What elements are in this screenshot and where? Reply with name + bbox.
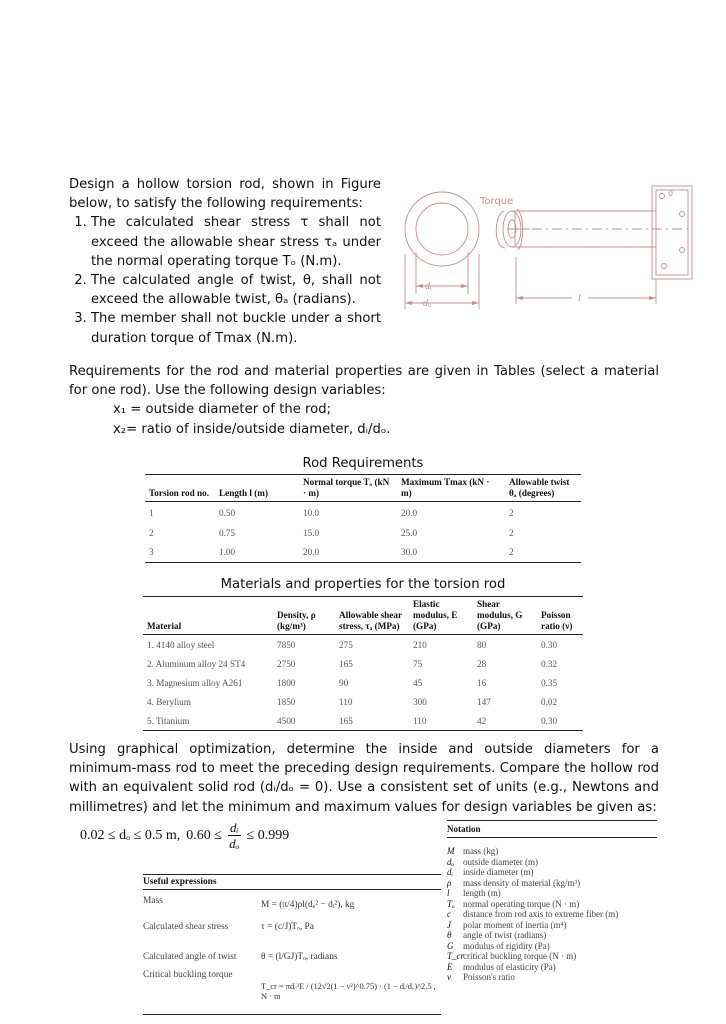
shear-stress-equation: τ = (c/J)Tₒ, Pa [261,922,314,932]
di-label: dᵢ [425,281,432,292]
expressions-bottom-rule [143,1014,441,1015]
table-cell: 45 [413,677,423,688]
table-header: Shear modulus, G (GPa) [477,599,523,631]
list-item [447,888,657,899]
list-item [447,846,657,857]
table-cell: 75 [413,658,423,669]
table-cell: 110 [413,715,427,726]
notation-symbol: T_cr [447,951,465,961]
list-item [447,878,657,889]
intro-section [69,175,381,348]
notation-table [447,820,657,983]
notation-symbol: G [447,940,454,951]
bounds-ratio-upper: ≤ 0.999 [246,827,290,843]
table-header: Torsion rod no. [149,488,209,498]
notation-definition: mass density of material (kg/m³) [463,877,581,888]
notation-definition: length (m) [463,888,501,898]
expression-label: Calculated angle of twist [143,952,237,962]
notation-definition: mass (kg) [463,846,499,856]
notation-definition: distance from rod axis to extreme fiber (m) [463,909,619,919]
table-cell: 110 [339,696,353,707]
bounds-fraction [228,820,241,851]
table-cell: 3 [149,547,154,557]
table-header: Density, ρ (kg/m³) [277,610,316,631]
table-header: Material [147,621,182,631]
list-item [447,972,657,983]
expressions-title: Useful expressions [143,874,441,890]
table-cell: 90 [339,677,349,688]
rod-table-caption: Rod Requirements [302,456,424,471]
expression-label: Mass [143,896,163,906]
table-cell: 275 [339,639,353,650]
list-item [447,909,657,920]
useful-expressions [143,874,441,1024]
hole-label: 0 [668,189,674,198]
expression-label: Calculated shear stress [143,922,229,932]
notation-symbol: ρ [447,877,452,888]
table-header: Maximum Tmax (kN · m) [401,477,490,498]
table-cell: 1850 [277,696,296,707]
table-cell: 0.30 [541,639,558,650]
rod-requirements-table [145,474,581,563]
notation-symbol: dₒ [447,856,455,867]
notation-definition: angle of twist (radians) [463,930,547,940]
materials-table-caption: Materials and properties for the torsion rod [220,577,506,592]
bounds-do: 0.02 ≤ dₒ ≤ 0.5 m, [80,827,181,843]
table-cell: 147 [477,696,491,707]
table-row [143,673,583,692]
table-cell: 2 [509,547,514,557]
table-cell: 2 [149,528,154,538]
notation-symbol: dᵢ [447,867,453,877]
intro-lead: Design a hollow torsion rod, shown in Figure below, to satisfy the following requirements: [69,177,381,212]
table-cell: 210 [413,639,427,650]
table-cell: 0.32 [541,658,558,669]
table-cell: 4. Berylium [147,696,191,707]
table-cell: 2. Aluminum alloy 24 ST4 [147,658,246,669]
table-cell: 80 [477,639,487,650]
notation-definition: critical buckling torque (N · m) [463,951,577,961]
list-item [447,962,657,973]
table-header: Normal torque Tₒ (kN · m) [303,477,390,498]
table-cell: 165 [339,715,353,726]
torsion-rod-figure [392,184,700,314]
materials-table [143,596,583,731]
buckling-torque-equation: T_cr = πdₒ³E / (12√2(1 − ν²)^0.75) · (1 − dᵢ/dₒ)^2.5 , N · m [261,982,436,1001]
variable-x1: x₁ = outside diameter of the rod; [113,402,332,418]
list-item [447,867,657,878]
list-item [447,920,657,931]
notation-symbol: M [447,846,455,856]
list-item [447,930,657,941]
notation-definition: Poisson's ratio [463,972,515,982]
table-cell: 25.0 [401,528,418,538]
graphical-optimization-text: Using graphical optimization, determine the inside and outside diameters for a minimum-mass rod to meet the preceding design requirements. Compare the hollow rod with an equivalent solid rod (dᵢ/dₒ = 0). Use a consistent set of units (e.g., Newtons and millimetres) and let the minimum and maximum values for design variables be given as: [69,742,659,815]
notation-symbol: ν [447,972,451,982]
twist-angle-equation: θ = (l/GJ)Tₒ, radians [261,952,338,962]
notation-definition: normal operating torque (N · m) [463,898,580,909]
mass-equation: M = (π/4)ρl(dₒ² − dᵢ²), kg [261,900,355,910]
requirements-section [69,362,659,439]
table-cell: 30.0 [401,547,418,557]
requirements-list [69,213,381,347]
list-item [447,899,657,910]
table-cell: 1 [149,507,154,518]
do-label: dₒ [423,298,431,309]
list-item [447,857,657,868]
notation-symbol: Tₒ [447,898,455,909]
length-label: l [578,293,581,304]
table-cell: 165 [339,658,353,669]
list-item: 1. The calculated shear stress τ shall not exceed the allowable shear stress τₐ under the normal operating torque Tₒ (N.m). [91,213,381,271]
table-cell: 0.02 [541,696,558,707]
notation-definition: inside diameter (m) [463,867,534,877]
design-variable-bounds [80,820,420,851]
table-cell: 1800 [277,677,296,688]
list-item: 3. The member shall not buckle under a short duration torque of Tmax (N.m). [91,309,381,347]
table-cell: 0.30 [541,715,558,726]
variable-x2: x₂= ratio of inside/outside diameter, dᵢ/dₒ. [113,421,391,437]
notation-definition: outside diameter (m) [463,856,538,867]
table-header: Allowable shear stress, τₐ (MPa) [339,610,402,631]
table-row [145,502,581,524]
list-item [447,951,657,962]
notation-title: Notation [447,820,657,838]
table-cell: 300 [413,696,427,707]
expression-label: Critical buckling torque [143,970,233,980]
fraction-numerator: dᵢ [229,820,239,835]
table-cell: 10.0 [303,507,320,518]
notation-symbol: c [447,909,451,919]
table-header: Length l (m) [219,488,268,498]
notation-symbol: J [447,919,451,930]
bounds-ratio-lower: 0.60 ≤ [186,827,222,843]
table-cell: 0.75 [219,528,236,538]
table-row [143,711,583,731]
notation-symbol: E [447,961,453,972]
table-cell: 0.50 [219,507,236,518]
table-cell: 15.0 [303,528,320,538]
table-row [145,543,581,563]
table-header: Allowable twist θₐ (degrees) [509,477,570,498]
table-cell: 4500 [277,715,296,726]
notation-definition: modulus of elasticity (Pa) [463,961,556,972]
table-row [145,524,581,543]
table-cell: 2750 [277,658,296,669]
table-cell: 2 [509,507,514,518]
table-cell: 7850 [277,639,296,650]
fraction-denominator: dₒ [229,836,240,851]
table-cell: 3. Magnesium alloy A261 [147,677,243,688]
notation-definition: modulus of rigidity (Pa) [463,940,550,951]
table-cell: 1.00 [219,547,236,557]
table-cell: 1. 4140 alloy steel [147,639,215,650]
table-row [143,635,583,655]
list-item: 2. The calculated angle of twist, θ, shall not exceed the allowable twist, θₐ (radians). [91,271,381,309]
table-row [143,654,583,673]
list-item [447,941,657,952]
table-cell: 20.0 [401,507,418,518]
table-cell: 20.0 [303,547,320,557]
table-cell: 2 [509,528,514,538]
table-cell: 28 [477,658,487,669]
table-header: Poisson ratio (ν) [541,610,573,631]
table-header: Elastic modulus, E (GPa) [413,599,458,631]
table-cell: 5. Titanium [147,715,190,726]
table-cell: 42 [477,715,487,726]
notation-symbol: θ [447,930,452,940]
torque-label: Torque [480,196,514,207]
notation-definition: polar moment of inertia (m⁴) [463,919,567,930]
table-cell: 0.35 [541,677,558,688]
requirements-text: Requirements for the rod and material properties are given in Tables (select a material for one rod). Use the following design variables: [69,364,659,399]
table-cell: 16 [477,677,487,688]
notation-symbol: l [447,888,450,898]
table-row [143,692,583,711]
rod-end-inner-circle [416,203,468,255]
